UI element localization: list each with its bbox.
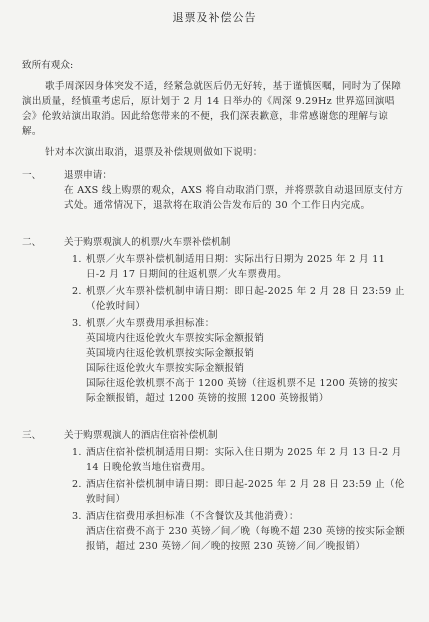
list-item: 1. 机票／火车票补偿机制适用日期：实际出行日期为 2025 年 2 月 11 日-2 月 17 日期间的往返机票／火车票费用。	[72, 254, 386, 280]
sub-item: 英国境内往返伦敦机票按实际金额报销	[86, 348, 255, 359]
sub-item: 英国境内往返伦敦火车票按实际金额报销	[86, 333, 265, 344]
section-title: 退票申请：	[64, 170, 112, 181]
section-refund-head	[22, 168, 407, 183]
list-item: 3. 机票／火车票费用承担标准：	[72, 318, 215, 329]
sub-item: 酒店住宿费不高于 230 英镑／间／晚（每晚不超 230 英镑的按实际金额报销，超过 230 英镑／间／晚的按照 230 英镑／间／晚报销）	[86, 526, 405, 552]
list-item: 1. 酒店住宿补偿机制适用日期：实际入住日期为 2025 年 2 月 13 日-2 月 14 日晚伦敦当地住宿费用。	[72, 447, 402, 473]
section-transport-head	[22, 235, 407, 250]
section-refund-body: 在 AXS 线上购票的观众，AXS 将自动取消门票，并将票款自动退回原支付方式处。通常情况下，退款将在取消公告发布后的 30 个工作日内完成。	[64, 185, 404, 211]
section-number: 一、	[22, 170, 42, 181]
page-title: 退票及补偿公告	[172, 11, 257, 24]
list-item: 2. 酒店住宿补偿机制申请日期：即日起-2025 年 2 月 28 日 23:59 止（伦敦时间）	[72, 479, 405, 505]
sub-item: 国际往返伦敦机票不高于 1200 英镑（往返机票不足 1200 英镑的按实际金额报销，超过 1200 英镑的按照 1200 英镑报销）	[86, 378, 398, 404]
section-title: 关于购票观演人的酒店住宿补偿机制	[64, 430, 218, 441]
lead-paragraph: 针对本次演出取消，退票及补偿规则做如下说明：	[45, 147, 263, 158]
section-hotel-body	[22, 445, 407, 554]
list-item: 2. 机票／火车票补偿机制申请日期：即日起-2025 年 2 月 28 日 23:59 止（伦敦时间）	[72, 286, 405, 312]
intro-paragraph: 歌手周深因身体突发不适，经紧急就医后仍无好转，基于谨慎医嘱，同时为了保障演出质量，经慎重考虑后，原计划于 2 月 14 日举办的《周深 9.29Hz 世界巡回演唱会》伦敦站演出取消。因此给您带来的不便，我们深表歉意，非常感谢您的理解与谅解。	[22, 81, 402, 137]
section-hotel-head	[22, 428, 407, 443]
section-number: 三、	[22, 430, 42, 441]
section-number: 二、	[22, 237, 42, 248]
section-transport-body	[22, 252, 407, 406]
salutation: 致所有观众:	[22, 60, 74, 71]
sub-item: 国际往返伦敦火车票按实际金额报销	[86, 363, 245, 374]
list-item: 3. 酒店住宿费用承担标准（不含餐饮及其他消费）：	[72, 511, 299, 522]
section-title: 关于购票观演人的机票/火车票补偿机制	[64, 237, 231, 248]
